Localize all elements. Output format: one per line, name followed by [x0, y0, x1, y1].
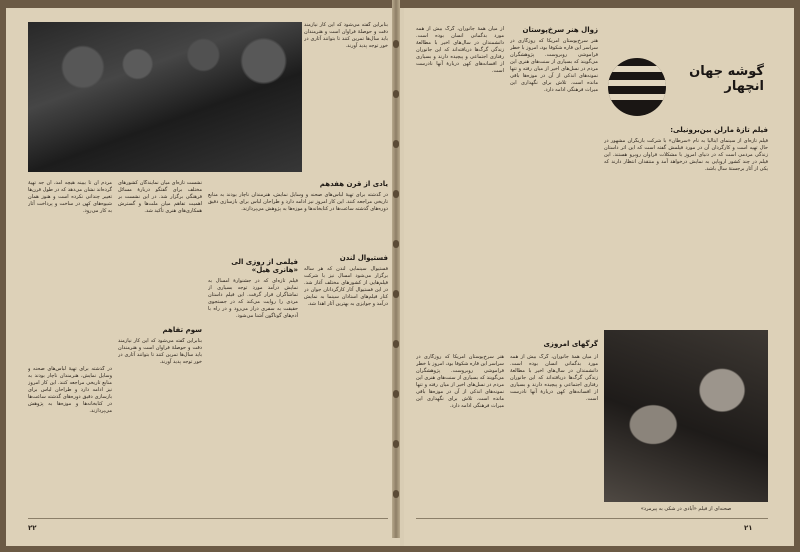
wolves-heading: گرگهای امروزی — [543, 340, 598, 348]
sunset-text-cont: از میان همهٔ جانوران، گرگ بیش از همه مورد بدگمانی انسان بوده است. دانشمندان در سال‌های اخیر با مطالعهٔ زندگی گرگ‌ها دریافته‌اند که این جانوران رفتاری اجتماعی و پیچیده دارند و بسیاری از افسانه‌های کهن دربارهٔ آنها نادرست است. — [416, 26, 504, 74]
sunset-heading: زوال هنر سرخ‌پوستان — [522, 26, 598, 34]
soldiers-photo — [28, 22, 302, 172]
london-text: فستیوال سینمایی لندن که هر ساله برگزار می‌شود امسال نیز با شرکت فیلم‌هایی از کشورهای مختلف آغاز شد. در این فستیوال آثار کارگردانان جوان در کنار فیلم‌های استادان سینما به نمایش درآمد و جوایزی به بهترین آثار اهدا شد. — [304, 266, 388, 307]
column-b-text: نشست تازه‌ای میان نمایندگان کشورهای مختلف برای گفتگو دربارهٔ مسائل فرهنگی برگزار شد. در این نشست بر اهمیت تفاهم میان ملت‌ها و گسترش همکاری‌های هنری تأکید شد. — [118, 180, 202, 214]
right-page-number: ۲۱ — [744, 524, 753, 532]
third-world-heading: سوم تفاهم — [162, 326, 202, 334]
century-heading: یادی از قرن هفدهم — [319, 180, 388, 188]
century-text: در گذشته برای تهیهٔ لباس‌های صحنه و وسایل نمایش، هنرمندان ناچار بودند به منابع تاریخی مراجعه کنند. این کار امروز نیز ادامه دارد و طراحان لباس برای بازسازی دقیق دوره‌های گذشته ساعت‌ها در کتابخانه‌ها و موزه‌ها به پژوهش می‌پردازند. — [208, 192, 388, 212]
column-title: گوشه جهان انچهار — [689, 64, 764, 94]
wolves-text-cont: هنر سرخ‌پوستان آمریکا که روزگاری در سراسر این قاره شکوفا بود، امروز با خطر فراموشی روبروست. پژوهشگران می‌گویند که بسیاری از سنت‌های هنری این مردم در نسل‌های اخیر از میان رفته و تنها نمونه‌های اندکی از آن در موزه‌ها باقی مانده است. تلاش برای نگهداری این میراث فرهنگی ادامه دارد. — [416, 354, 504, 409]
film-festival-text: فیلم تازه‌ای که در جشنوارهٔ امسال به نمایش درآمد مورد توجه بسیاری از تماشاگران قرار گرفت. این فیلم داستان مردی را روایت می‌کند که در جستجوی حقیقت به سفری دراز می‌رود و در راه با آدم‌های گوناگون آشنا می‌شود. — [208, 278, 298, 319]
left-page-number: ۲۲ — [28, 524, 37, 532]
column-logo-icon — [608, 58, 666, 116]
column-a-text: مردم آن تا بیینه هیچه امد، آن جه تهیهٔ گرده‌اند نشان می‌دهد که در طول قرن‌ها تغییر چندانی نکرده است و هنوز همان شیوه‌های کهن در ساخت و پرداخت آثار به کار می‌رود. — [28, 180, 112, 214]
third-world-extra: بنابراین گفته می‌شود که این کار نیازمند دقت و حوصلهٔ فراوان است و هنرمندان باید سال‌ها تمرین کنند تا بتوانند آثاری در خور توجه پدید آورند. — [118, 338, 202, 365]
sunset-text: هنر سرخ‌پوستان آمریکا که روزگاری در سراسر این قاره شکوفا بود، امروز با خطر فراموشی روبروست. پژوهشگران می‌گویند که بسیاری از سنت‌های هنری این مردم در نسل‌های اخیر از میان رفته و تنها نمونه‌های اندکی از آن در موزه‌ها باقی مانده است. تلاش برای نگهداری این میراث فرهنگی ادامه دارد. — [510, 38, 598, 93]
film-text: فیلم تازه‌ای از سینمای ایتالیا به نام «سرطان» با شرکت بازیگران مشهور در حال تهیه است و کارگردان آن در مورد فیلمش گفته است که این اثر داستان زندگی مردمی است که در دنیای امروز با مشکلات فراوان روبرو هستند. این فیلم در چند کشور اروپایی به نمایش درخواهد آمد و منتقدان انتظار دارند که یکی از آثار برجستهٔ سال باشد. — [604, 138, 768, 172]
film-heading: فیلم تازهٔ مارلن بین‌برونیلی: — [670, 126, 768, 134]
century-text-top: بنابراین گفته می‌شود که این کار نیازمند دقت و حوصلهٔ فراوان است و هنرمندان باید سال‌ها تمرین کنند تا بتوانند آثاری در خور توجه پدید آورند. — [304, 22, 388, 49]
film-festival-heading: فیلمی از روزی الی «هانرى هيل» — [231, 258, 298, 274]
film-still-photo — [604, 330, 768, 502]
wolves-text: از میان همهٔ جانوران، گرگ بیش از همه مورد بدگمانی انسان بوده است. دانشمندان در سال‌های اخیر با مطالعهٔ زندگی گرگ‌ها دریافته‌اند که این جانوران رفتاری اجتماعی و پیچیده دارند و بسیاری از افسانه‌های کهن دربارهٔ آنها نادرست است. — [510, 354, 598, 402]
photo-caption: صحنه‌ای از فیلم «آبادی در شکی به پیرمرد» — [640, 506, 732, 512]
binding-gutter — [392, 0, 400, 538]
column-a-extra: در گذشته برای تهیهٔ لباس‌های صحنه و وسایل نمایش، هنرمندان ناچار بودند به منابع تاریخی مراجعه کنند. این کار امروز نیز ادامه دارد و طراحان لباس برای بازسازی دقیق دوره‌های گذشته ساعت‌ها در کتابخانه‌ها و موزه‌ها به پژوهش می‌پردازند. — [28, 366, 112, 414]
london-heading: فستیوال لندن — [339, 254, 388, 262]
